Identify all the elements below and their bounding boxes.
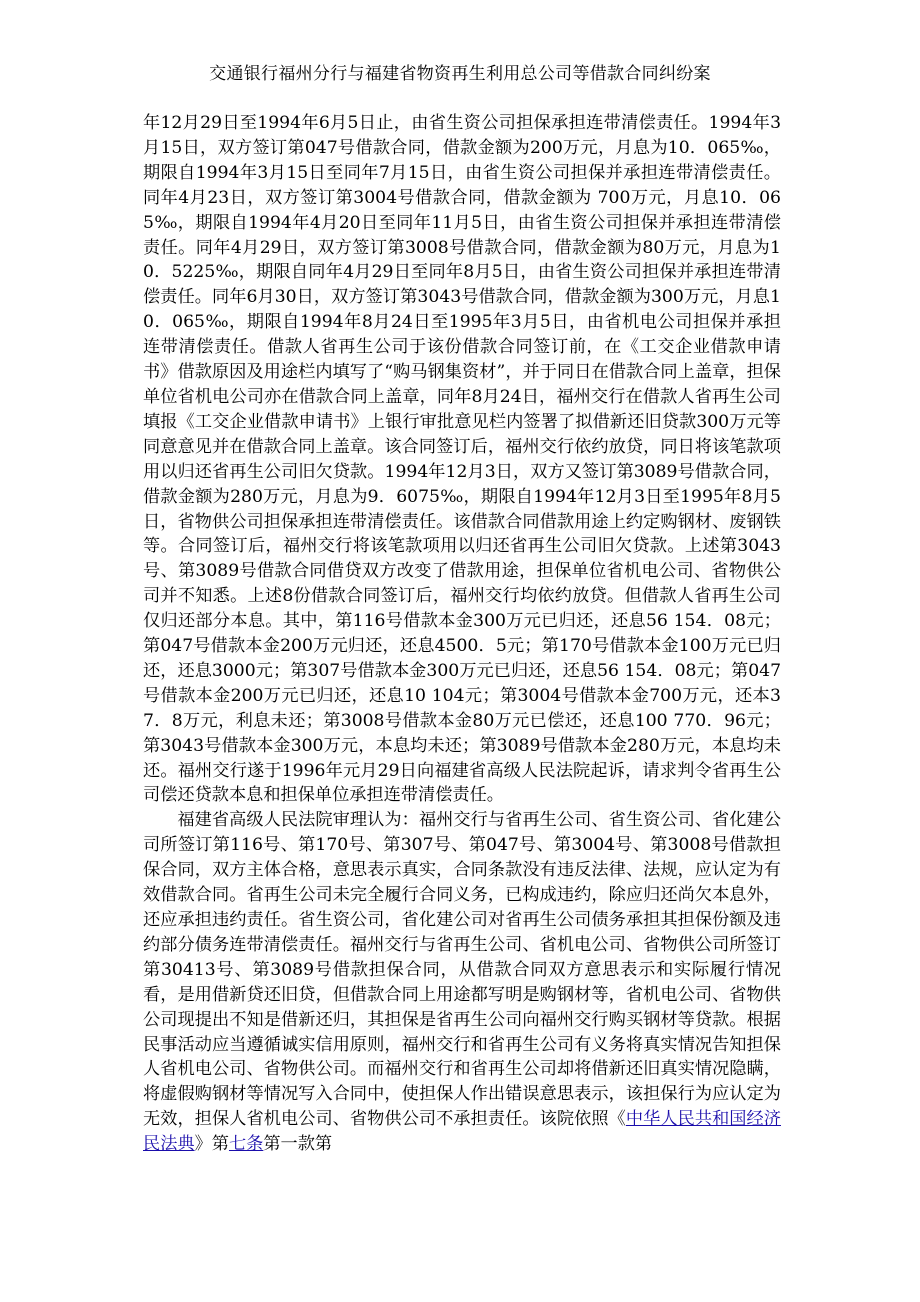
civil-code-link[interactable]: 中华人民共和国经济民法典 xyxy=(143,1109,781,1155)
document-body xyxy=(143,111,781,1157)
court-opinion-text: 福建省高级人民法院审理认为：福州交行与省再生公司、省生资公司、省化建公司所签订第116号、第170号、第307号、第047号、第3004号、第3008号借款担保合同，双方主体合格，意思表示真实，合同条款没有违反法律、法规，应认定为有效借款合同。省再生公司未完全履行合同义务，已构成违约，除应归还尚欠本息外，还应承担违约责任。省生资公司，省化建公司对省再生公司债务承担其担保份额及违约部分债务连带清偿责任。福州交行与省再生公司、省机电公司、省物供公司所签订第30413号、第3089号借款担保合同，从借款合同双方意思表示和实际履行情况看，是用借新贷还旧贷，但借款合同上用途都写明是购钢材等，省机电公司、省物供公司现提出不知是借新还归，其担保是省再生公司向福州交行购买钢材等贷款。根据民事活动应当遵循诚实信用原则，福州交行和省再生公司有义务将真实情况告知担保人省机电公司、省物供公司。而福州交行和省再生公司却将借新还旧真实情况隐瞒，将虚假购钢材等情况写入合同中，使担保人作出错误意思表示，该担保行为应认定为无效，担保人省机电公司、省物供公司不承担责任。该院依照《 xyxy=(143,810,781,1130)
document-title: 交通银行福州分行与福建省物资再生利用总公司等借款合同纠纷案 xyxy=(209,64,711,84)
article-seven-link[interactable]: 七条 xyxy=(228,1134,264,1155)
court-opinion-text-mid: 》第 xyxy=(194,1134,229,1155)
paragraph-case-facts: 年12月29日至1994年6月5日止，由省生资公司担保承担连带清偿责任。1994年3月15日，双方签订第047号借款合同，借款金额为200万元，月息为10．065‰，期限自1994年3月15日至同年7月15日，由省生资公司担保并承担连带清偿责任。同年4月23日，双方签订第3004号借款合同，借款金额为 700万元，月息10．065‰，期限自1994年4月20日至同年11月5日，由省生资公司担保并承担连带清偿责任。同年4月29日，双方签订第3008号借款合同，借款金额为80万元，月息为10．5225‰，期限自同年4月29日至同年8月5日，由省生资公司担保并承担连带清偿责任。同年6月30日，双方签订第3043号借款合同，借款金额为300万元，月息10．065‰，期限自1994年8月24日至1995年3月5日，由省机电公司担保并承担连带清偿责任。借款人省再生公司于该份借款合同签订前，在《工交企业借款申请书》借款原因及用途栏内填写了“购马钢集资材”，并于同日在借款合同上盖章，担保单位省机电公司亦在借款合同上盖章，同年8月24日，福州交行在借款人省再生公司填报《工交企业借款申请书》上银行审批意见栏内签署了拟借新还旧贷款300万元等同意意见并在借款合同上盖章。该合同签订后，福州交行依约放贷，同日将该笔款项用以归还省再生公司旧欠贷款。1994年12月3日，双方又签订第3089号借款合同，借款金额为280万元，月息为9．6075‰，期限自1994年12月3日至1995年8月5日，省物供公司担保承担连带清偿责任。该借款合同借款用途上约定购钢材、废钢铁等。合同签订后，福州交行将该笔款项用以归还省再生公司旧欠贷款。上述第3043号、第3089号借款合同借贷双方改变了借款用途，担保单位省机电公司、省物供公司并不知悉。上述8份借款合同签订后，福州交行均依约放贷。但借款人省再生公司仅归还部分本息。其中，第116号借款本金300万元已归还，还息56 154．08元；第047号借款本金200万元归还，还息4500．5元；第170号借款本金100万元已归还，还息3000元；第307号借款本金300万元已归还，还息56 154．08元；第047号借款本金200万元已归还，还息10 104元；第3004号借款本金700万元，还本37．8万元，利息未还；第3008号借款本金80万元已偿还，还息100 770．96元；第3043号借款本金300万元，本息均未还；第3089号借款本金280万元，本息均未还。福州交行遂于1996年元月29日向福建省高级人民法院起诉，请求判令省再生公司偿还贷款本息和担保单位承担连带清偿责任。 xyxy=(143,113,781,806)
court-opinion-text-end: 第一款第 xyxy=(263,1134,333,1155)
paragraph-court-opinion xyxy=(143,808,781,1157)
